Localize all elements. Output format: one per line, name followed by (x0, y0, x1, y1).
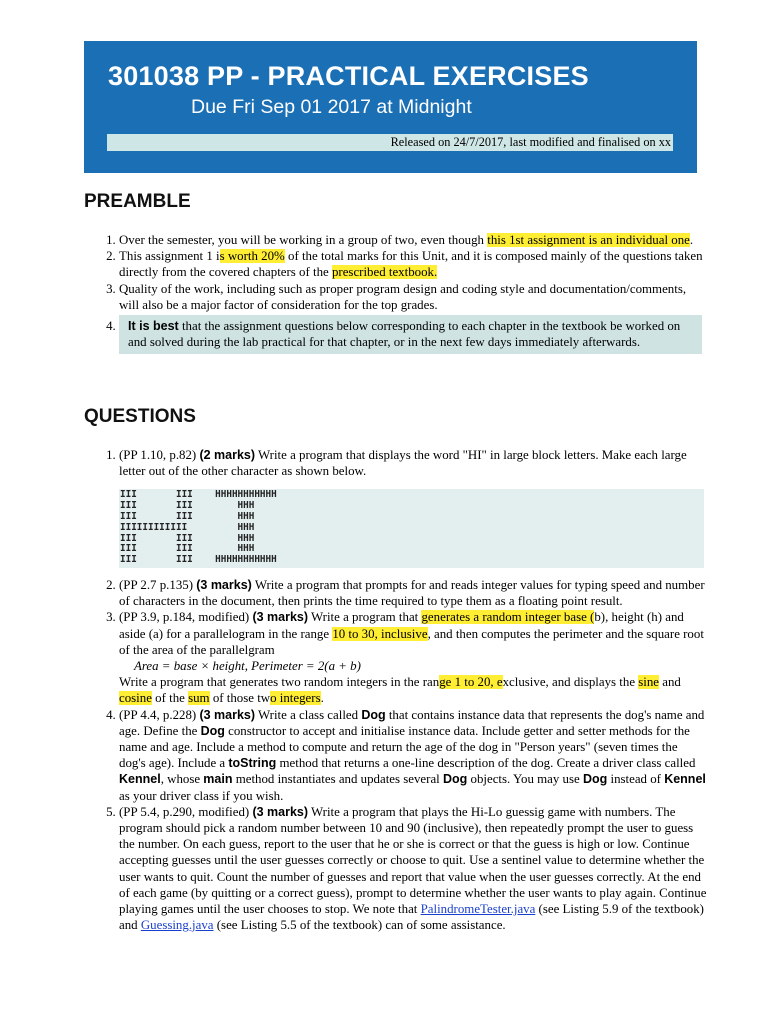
preamble-item-2 (119, 248, 707, 280)
class-name: Kennel (664, 772, 706, 787)
highlighted-text: 10 to 30, inclusive (332, 626, 428, 641)
highlighted-text: s worth 20% (219, 249, 285, 264)
formula: Area = base × height, Perimeter = 2(a + b) (134, 659, 361, 673)
text: b), height (h) and aside (a) for a parallelogram in the range (119, 610, 684, 641)
method-name: toString (228, 756, 277, 771)
text: constructor to accept and initialise instance data. Include getter and setter methods for the name and age. Include a method to compute and return the age of the dog in "Person years" (seven times the dog's age). Include a (119, 723, 690, 771)
text: , whose (160, 772, 204, 787)
highlighted-text: cosine (119, 691, 152, 706)
text: Write a program that (308, 610, 422, 625)
marks: (2 marks) (199, 448, 256, 462)
preamble-item-3: 3. Quality of the work, including such as proper program design and coding style and documentation/comments, will also be a major factor of consideration for the top grades. (119, 281, 707, 313)
text: This assignment 1 i (119, 249, 220, 264)
question-ref: (PP 3.9, p.184, modified) (119, 610, 253, 625)
preamble-list (119, 232, 707, 354)
question-1 (119, 447, 707, 568)
questions-list (119, 447, 707, 933)
header-banner (84, 41, 697, 173)
method-name: main (203, 772, 233, 787)
question-3-part-2 (119, 674, 707, 706)
marks: (3 marks) (252, 804, 309, 819)
highlighted-text: this 1st assignment is an individual one (487, 233, 690, 247)
block-letters-art: III III HHHHHHHHHHH III III HHH III III HHH IIIIIIIIIIII HHH III III HHH III III HHH III III HHHHHHHHHHH (120, 489, 277, 566)
release-note: Released on 24/7/2017, last modified and finalised on xx (107, 134, 673, 151)
text: method that returns a one-line description of the dog. Create a driver class called (276, 756, 696, 771)
text: , and then computes the perimeter and the square root of the area of the parallelgram (119, 626, 704, 657)
highlighted-text: generates a random integer base ( (421, 610, 595, 625)
marks: (3 marks) (252, 610, 309, 625)
code-block (119, 489, 704, 568)
class-name: Dog (442, 772, 468, 787)
page-title: 301038 PP - PRACTICAL EXERCISES (108, 61, 589, 91)
questions-heading: QUESTIONS (84, 406, 196, 427)
due-date: Due Fri Sep 01 2017 at Midnight (191, 96, 472, 118)
question-ref: (PP 2.7 p.135) (119, 577, 197, 592)
text: Over the semester, you will be working in a group of two, even though (119, 233, 488, 247)
question-ref: (PP 4.4, p.228) (119, 707, 200, 722)
text: Write a program that plays the Hi-Lo guessig game with numbers. The program should pick a random number between 10 and 90 (inclusive), then repeatedly prompt the user to guess the number. On each guess, report to the user that he or she is correct or that the guess is high or low. Continue accepting guesses until the user guesses correctly or choose to quit. Use a sentinel value to determine whether the user wants to quit. Count the number of guesses and report that value when the user guesses correctly. At the end of each game (by quitting or a correct guess), prompt to determine whether the user wants to play again. Continue playing games until the user chooses to stop. We note that (119, 804, 707, 917)
text: Write a class called (255, 707, 362, 722)
marks: (3 marks) (196, 577, 252, 592)
text: method instantiates and updates several (232, 772, 443, 787)
class-name: Kennel (119, 772, 161, 787)
text: Write a program that generates two random integers in the ran (119, 675, 440, 690)
text: of the (151, 691, 189, 706)
highlighted-text: ge 1 to 20, e (439, 675, 503, 690)
text: (see Listing 5.5 of the textbook) can of some assistance. (213, 918, 506, 933)
text: as your driver class if you wish. (119, 788, 284, 803)
question-ref: (PP 5.4, p.290, modified) (119, 804, 253, 819)
highlighted-text: sum (188, 691, 210, 706)
text: that contains instance data that represents the dog's name and age. Define the (119, 707, 705, 738)
class-name: Dog (200, 723, 225, 738)
highlighted-text: o integers (270, 691, 321, 706)
question-4 (119, 707, 707, 804)
text: instead of (607, 772, 665, 787)
preamble-item-1 (119, 232, 707, 248)
text: of those tw (209, 691, 271, 706)
text: xclusive, and displays the (502, 675, 639, 690)
question-text: Write a program that prompts for and reads integer values for typing speed and number of characters in the document, then prints the time required to type them as a floating point result. (119, 577, 705, 609)
text: . (689, 233, 694, 247)
question-2 (119, 577, 707, 609)
text: (see Listing 5.9 of the textbook) and (119, 902, 704, 933)
preamble-heading: PREAMBLE (84, 191, 191, 212)
highlighted-text: prescribed textbook. (331, 265, 438, 280)
class-name: Dog (361, 707, 386, 722)
guessing-link[interactable]: Guessing.java (140, 918, 214, 933)
note-text: that the assignment questions below corresponding to each chapter in the textbook be worked on and solved during the lab practical for that chapter, or in the next few days immediately afterwards. (128, 319, 681, 350)
marks: (3 marks) (199, 707, 256, 722)
note-box (119, 315, 702, 354)
text: of the total marks for this Unit, and it is composed mainly of the questions taken directly from the covered chapters of the (119, 249, 703, 280)
palindrome-tester-link[interactable]: PalindromeTester.java (420, 902, 536, 917)
question-5 (119, 804, 707, 934)
question-text: Write a program that displays the word "HI" in large block letters. Make each large letter out of the other character as shown below. (119, 448, 687, 479)
text: . (320, 691, 324, 706)
class-name: Dog (582, 772, 608, 787)
question-ref: (PP 1.10, p.82) (119, 448, 200, 462)
note-bold: It is best (128, 319, 179, 334)
preamble-item-4 (119, 315, 707, 354)
highlighted-text: sine (638, 675, 660, 690)
question-3 (119, 609, 707, 706)
text: objects. You may use (467, 772, 583, 787)
text: and (659, 675, 681, 690)
